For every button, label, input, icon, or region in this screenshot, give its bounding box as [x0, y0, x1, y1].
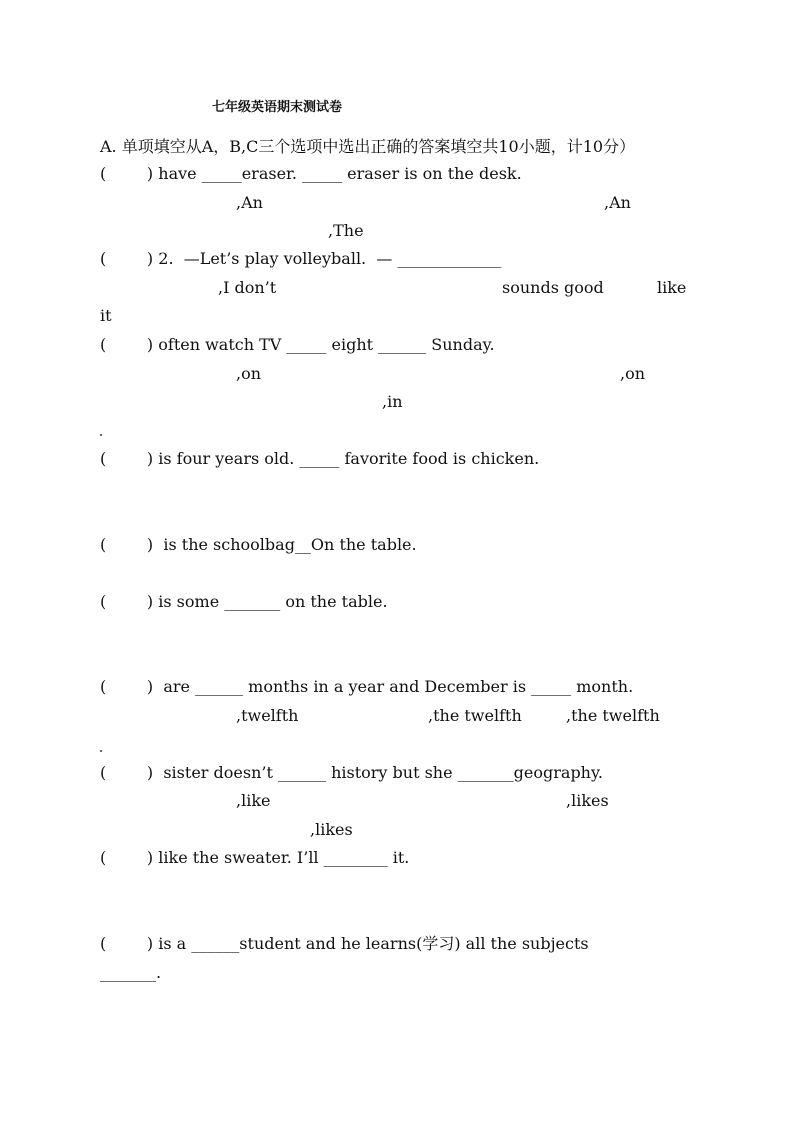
question-2-option-a: ,I don’t	[218, 278, 277, 297]
question-7-stem: ( ) are ______ months in a year and December is _____ month.	[100, 677, 634, 696]
stray-mark	[100, 750, 102, 752]
question-3-stem: ( ) often watch TV _____ eight ______ Sunday.	[100, 335, 495, 354]
question-8-option-b: ,likes	[566, 791, 609, 810]
question-9-stem: ( ) like the sweater. I’ll ________ it.	[100, 848, 410, 867]
question-2-option-b: sounds good	[502, 278, 604, 297]
question-10-stem-continued: _______.	[100, 963, 162, 982]
section-a-heading: A. 单项填空从A，B,C三个选项中选出正确的答案填空共10小题，计10分）	[100, 137, 636, 156]
question-8-stem: ( ) sister doesn’t ______ history but she _______geography.	[100, 763, 603, 782]
question-8-option-c: ,likes	[310, 820, 353, 839]
question-7-option-c: ,the twelfth	[566, 706, 660, 725]
question-2-stem: ( ) 2. —Let’s play volleyball. — _____________	[100, 249, 502, 268]
question-1-stem: ( ) have _____eraser. _____ eraser is on the desk.	[100, 164, 522, 183]
question-4-stem: ( ) is four years old. _____ favorite food is chicken.	[100, 449, 540, 468]
question-10-stem: ( ) is a ______student and he learns(学习) all the subjects	[100, 934, 589, 953]
question-1-option-a: ,An	[236, 193, 263, 212]
question-1-option-c: ,The	[328, 221, 364, 240]
question-2-option-c: like	[657, 278, 687, 297]
question-3-option-b: ,on	[620, 364, 646, 383]
question-3-option-a: ,on	[236, 364, 262, 383]
question-3-option-c: ,in	[382, 392, 403, 411]
question-5-stem: ( ) is the schoolbag__On the table.	[100, 535, 417, 554]
question-6-stem: ( ) is some _______ on the table.	[100, 592, 388, 611]
question-1-option-b: ,An	[604, 193, 631, 212]
question-7-option-b: ,the twelfth	[428, 706, 522, 725]
question-2-option-c-continued: it	[100, 306, 112, 325]
question-8-option-a: ,like	[236, 791, 271, 810]
question-7-option-a: ,twelfth	[236, 706, 299, 725]
stray-mark	[100, 434, 102, 436]
page-title: 七年级英语期末测试卷	[212, 100, 343, 115]
